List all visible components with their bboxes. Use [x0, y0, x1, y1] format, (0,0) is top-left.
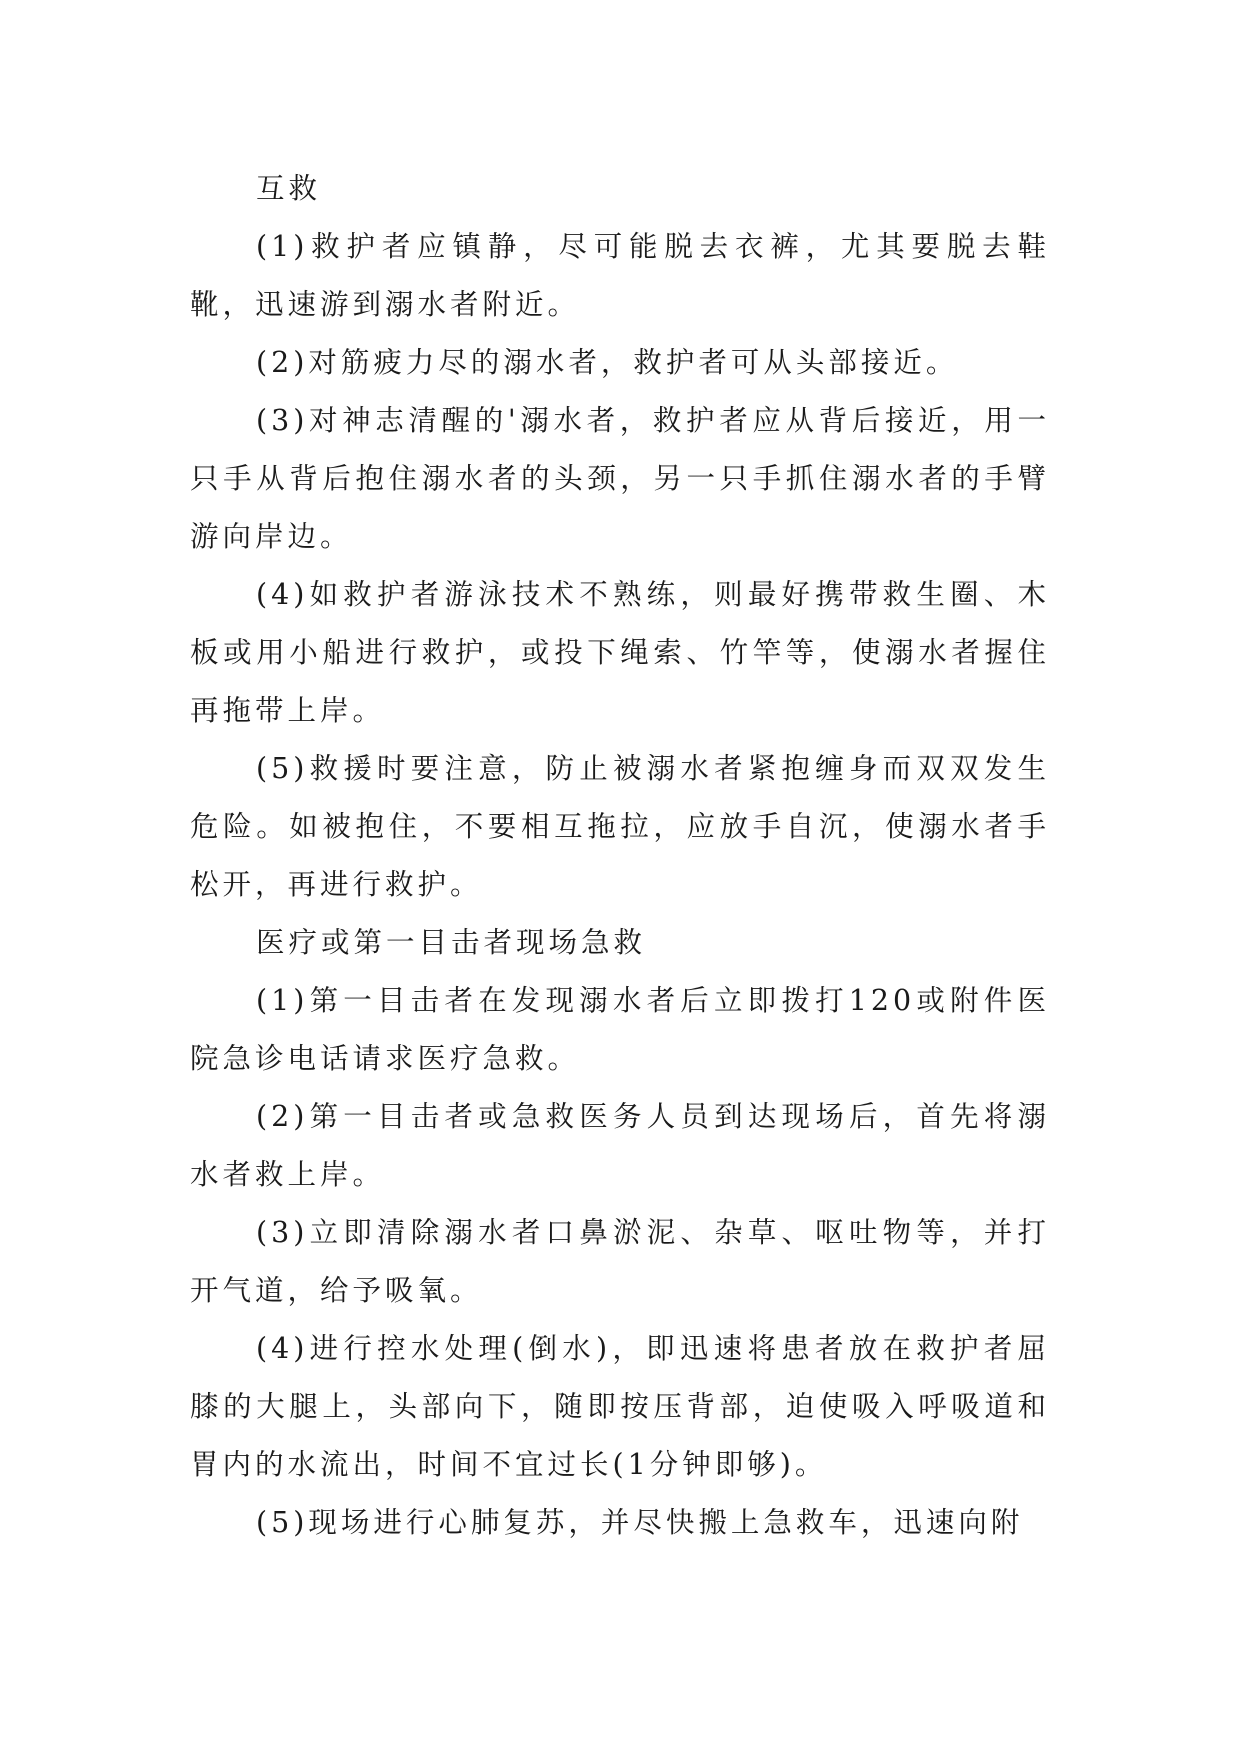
paragraph: (4)进行控水处理(倒水)，即迅速将患者放在救护者屈膝的大腿上，头部向下，随即按压背部，迫使吸入呼吸道和胃内的水流出，时间不宜过长(1分钟即够)。 — [190, 1332, 1050, 1481]
paragraph: (4)如救护者游泳技术不熟练，则最好携带救生圈、木板或用小船进行救护，或投下绳索、竹竿等，使溺水者握住再拖带上岸。 — [190, 578, 1050, 727]
paragraph: (3)对神志清醒的'溺水者，救护者应从背后接近，用一只手从背后抱住溺水者的头颈，另一只手抓住溺水者的手臂游向岸边。 — [190, 404, 1050, 553]
paragraph: (5)救援时要注意，防止被溺水者紧抱缠身而双双发生危险。如被抱住，不要相互拖拉，应放手自沉，使溺水者手松开，再进行救护。 — [190, 752, 1050, 901]
paragraph: (2)第一目击者或急救医务人员到达现场后，首先将溺水者救上岸。 — [190, 1100, 1050, 1191]
section-heading-mutual-rescue: 互救 — [256, 172, 322, 205]
paragraph: (5)现场进行心肺复苏，并尽快搬上急救车，迅速向附 — [256, 1506, 1024, 1539]
document-body — [190, 160, 1050, 1552]
section-heading-first-aid: 医疗或第一目击者现场急救 — [256, 926, 647, 959]
paragraph: (3)立即清除溺水者口鼻淤泥、杂草、呕吐物等，并打开气道，给予吸氧。 — [190, 1216, 1050, 1307]
paragraph: (1)第一目击者在发现溺水者后立即拨打120或附件医院急诊电话请求医疗急救。 — [190, 984, 1050, 1075]
paragraph: (1)救护者应镇静，尽可能脱去衣裤，尤其要脱去鞋靴，迅速游到溺水者附近。 — [190, 230, 1050, 321]
paragraph: (2)对筋疲力尽的溺水者，救护者可从头部接近。 — [256, 346, 959, 379]
